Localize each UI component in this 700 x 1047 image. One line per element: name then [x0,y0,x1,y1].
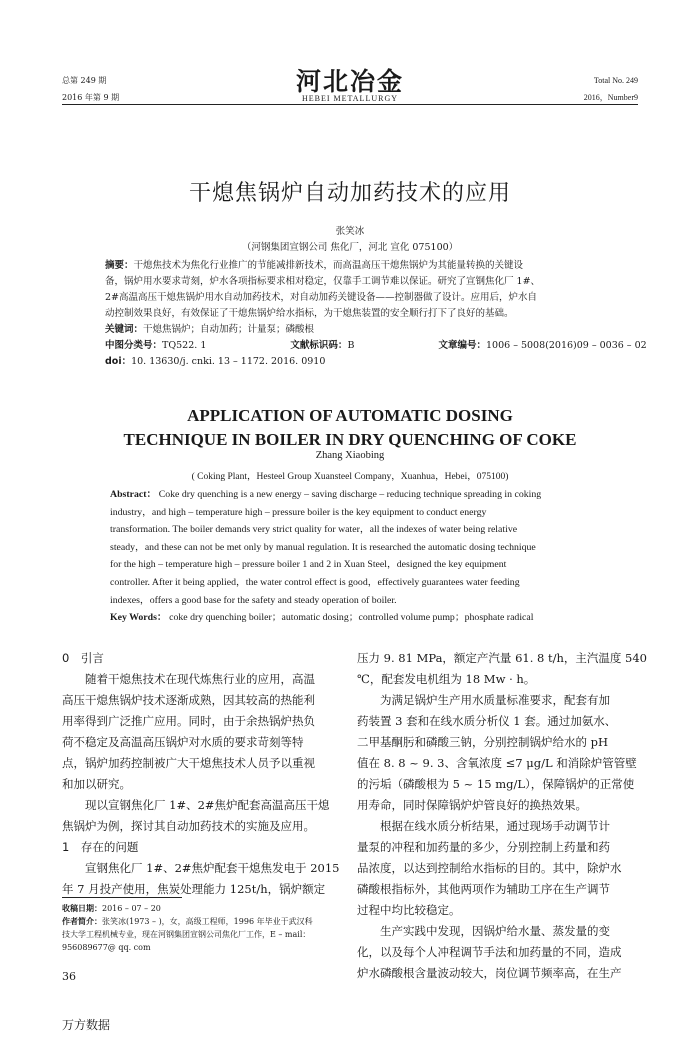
doi-label: doi： [105,356,132,367]
section-heading-problems: 1 存在的问题 [62,840,139,854]
footnote: 收稿日期：2016 – 07 – 20 作者简介：张笑冰(1973 – )，女，高级工程师，1996 年毕业于武汉科 技大学工程机械专业，现在河钢集团宣钢公司焦化厂工作，E – mail： 956089677@ qq. com [62,902,347,954]
section-heading-introduction: 0 引言 [62,651,104,665]
watermark: 万方数据 [62,1018,111,1032]
paragraph: 现以宣钢焦化厂 1#、2#焦炉配套高温高压干熄 焦锅炉为例，探讨其自动加药技术的实施及应用。 [62,798,330,833]
left-column [62,648,347,900]
header-total-issue-en: Total No. 249 [593,76,638,85]
affiliation-en: ( Coking Plant，Hesteel Group Xuansteel Company，Xuanhua，Hebei，075100) [191,472,509,482]
header-issue-cn: 2016 年第 9 期 [62,93,120,102]
author-cn: 张笑冰 [335,226,365,237]
keywords-en: coke dry quenching boiler；automatic dosing；controlled volume pump；phosphate radical [169,612,534,624]
article-number: 1006 – 5008(2016)09 – 0036 – 02 [486,340,647,351]
page-number: 36 [62,970,76,983]
paragraph: 生产实践中发现，因锅炉给水量、蒸发量的变 化，以及每个人冲程调节手法和加药量的不同，造成 炉水磷酸根含量波动较大，岗位调节频率高，在生产 [357,924,622,980]
journal-logo: 河北冶金 [295,67,404,96]
abstract-en-label: Abstract： [110,489,157,500]
author-email: 956089677@ qq. com [62,943,151,952]
right-column [357,648,648,984]
abstract-en: Abstract： Coke dry quenching is a new energy – saving discharge – reducing technique spreading in coking industry，and high – temperature high – pressure boiler is the key equipment to conduct energy transformation. The boiler demands very strict quality for water，all the indexes of water being relative steady，and these can not be met only by manual regulation. It is researched the automatic dosing technique for the high – temperature high – pressure boiler 1 and 2 in Xuan Steel，designed the key equipment controller. After it being applied，the water control effect is good，effectively guarantees water feeding indexes，offers a good base for the safety and steady operation of boiler. Key Words： coke dry quenching boiler；automatic dosing；controlled volume pump；phosphate radical [110,489,542,624]
footnote-rule [62,897,182,898]
doi: 10. 13630/j. cnki. 13 – 1172. 2016. 0910 [131,356,326,367]
received-date: 2016 – 07 – 20 [102,904,161,913]
abstract-cn-label: 摘要： [105,260,134,271]
clc-number: TQ522. 1 [162,340,207,351]
keywords-cn: 干熄焦锅炉；自动加药；计量泵；磷酸根 [143,324,315,335]
affiliation-cn: （河钢集团宣钢公司 焦化厂，河北 宣化 075100） [241,242,459,253]
journal-name-en: HEBEI METALLURGY [301,94,398,103]
keywords-en-label: Key Words： [110,612,167,624]
classification-line: 中图分类号：TQ522. 1 文献标识码：B 文章编号：1006 – 5008(2016)09 – 0036 – 02 [105,340,647,351]
author-en: Zhang Xiaobing [315,450,385,461]
header-rule [62,104,638,105]
header-total-issue-cn: 总第 249 期 [62,76,107,85]
header-issue-en: 2016，Number9 [583,93,638,102]
abstract-cn: 摘要：干熄焦技术为焦化行业推广的节能减排新技术，而高温高压干熄焦锅炉为其能量转换的关键设 备，锅炉用水要求苛刻，炉水各项指标要求相对稳定，仅靠手工调节难以保证。研究了宣钢焦化厂 1#、 2#高温高压干熄焦锅炉用水自动加药技术，对自动加药关键设备——控制器做了设计。应用后，炉水自 动控制效果良好，有效保证了干熄焦锅炉给水指标，为干熄焦装置的安全顺行打下了良好的基础。 关键词：干熄焦锅炉；自动加药；计量泵；磷酸根 中图分类号：TQ522. 1 文献标识码：B 文章编号：1006 – 5008(2016)09 – 0036 – 02 doi：10. 13630/j. cnki. 13 – 1172. 2016. 0910 [105,260,647,367]
article-title-cn: 干熄焦锅炉自动加药技术的应用 [188,181,511,206]
paragraph: 宣钢焦化厂 1#、2#焦炉配套干熄焦发电于 2015 年 7 月投产使用，焦炭处理能力 125t/h，锅炉额定 [62,861,340,896]
keywords-cn-label: 关键词： [105,324,144,335]
paragraph: 根据在线水质分析结果，通过现场手动调节计 量泵的冲程和加药量的多少，分别控制上药量和药 品浓度，以达到控制给水指标的目的。其中，除炉水 磷酸根指标外，其他两项作为辅助工序在生产调节 过程中均比较稳定。 [357,819,622,917]
document-code: B [347,340,355,351]
paragraph: 压力 9. 81 MPa，额定产汽量 61. 8 t/h，主汽温度 540 ℃，配套发电机组为 18 Mw · h。 [357,651,648,686]
article-title-en: APPLICATION OF AUTOMATIC DOSING TECHNIQUE IN BOILER IN DRY QUENCHING OF COKE [123,406,577,449]
paragraph: 为满足锅炉生产用水质量标准要求，配套有加 药装置 3 套和在线水质分析仪 1 套。通过加氨水、 二甲基酮肟和磷酸三钠，分别控制锅炉给水的 pH 值在 8. 8 ~ 9. 3、含氧浓度 ≤7 μg/L 和消除炉管管壁 的污垢（磷酸根为 5 ~ 15 mg/L），保障锅炉的正常使 用寿命，同时保障锅炉炉管良好的换热效果。 [357,693,637,812]
paragraph: 随着干熄焦技术在现代炼焦行业的应用，高温 高压干熄焦锅炉技术逐渐成熟，因其较高的热能利 用率得到广泛推广应用。同时，由于余热锅炉热负 荷不稳定及高温高压锅炉对水质的要求苛刻等特 点，锅炉加药控制被广大干熄焦技术人员予以重视 和加以研究。 [62,672,315,791]
